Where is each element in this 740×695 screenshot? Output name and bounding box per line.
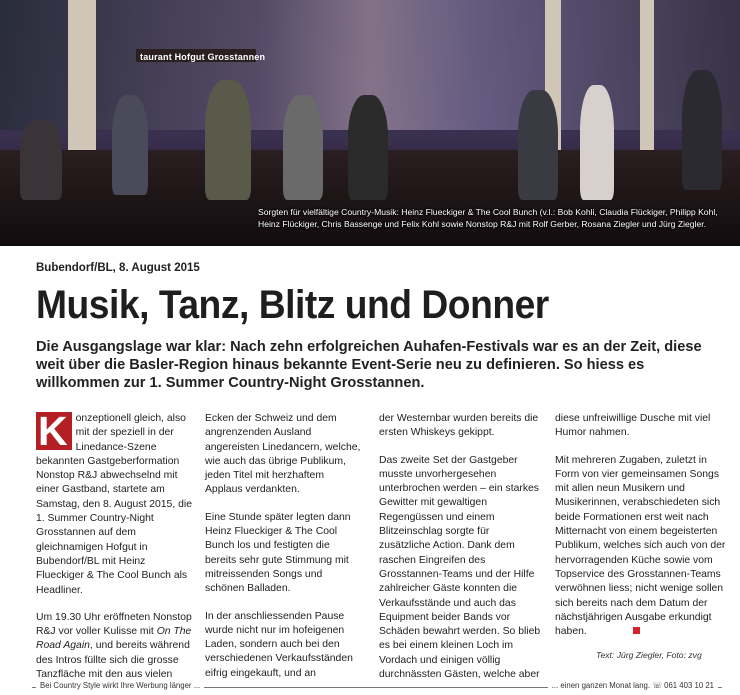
photo-beam-far-right (640, 0, 654, 170)
paragraph: der Westernbar wurden bereits die ersten Whiskeys gekippt. (379, 413, 539, 439)
footer-left-text: Bei Country Style wirkt Ihre Werbung länger ... (36, 681, 204, 690)
article-column-3 (379, 412, 543, 695)
musician-silhouette (580, 85, 614, 200)
paragraph: diese unfreiwillige Dusche mit viel Humor nahmen. (555, 413, 711, 439)
musician-silhouette (348, 95, 388, 200)
restaurant-sign: taurant Hofgut Grosstannen (140, 52, 266, 62)
paragraph-text: onzeptionell gleich, also mit der speziell in der Linedance-Szene bekannten Gastgeberformation Nonstop R&J abwechselnd mit einer Gastband, startete am Samstag, den 8. August 2015, die 1. Summer Country-Night Grosstannen auf dem gleichnamigen Hofgut in Bubendorf/BL mit Heinz Flueckiger & The Cool Bunch als Headliner. (36, 413, 192, 596)
paragraph: Das zweite Set der Gastgeber musste unvorhergesehen unterbrochen werden – ein starkes Gewitter mit gewaltigen Regengüssen und einem Blitzeinschlag sorgte für zusätzliche Action. Dank dem raschen Eingreifen des Grosstannen-Teams und der Hilfe zahlreicher Gäste konnten die Verkaufsstände und auch das Equipment beider Bands vor Schäden bewahrt werden. So blieb es bei einem kleinen Loch im Vordach und einigen völlig durchnässten Gästen, welche aber (379, 454, 541, 681)
end-mark-icon (633, 627, 640, 634)
paragraph (555, 454, 727, 640)
paragraph (36, 408, 192, 598)
song-title: On The Road Again (36, 626, 192, 652)
musician-silhouette (682, 70, 722, 190)
lead-paragraph: Die Ausgangslage war klar: Nach zehn erfolgreichen Auhafen-Festivals war es an der Zeit, diese weit über die Basler-Region hinaus bekannte Event-Serie neu zu definieren. So hiess es willkommen zur 1. Summer Country-Night Grosstannen. (36, 339, 702, 391)
article-column-2 (205, 412, 363, 694)
dateline: Bubendorf/BL, 8. August 2015 (36, 262, 200, 274)
musician-silhouette (283, 95, 323, 200)
photo-caption: Sorgten für vielfältige Country-Musik: Heinz Flueckiger & The Cool Bunch (v.l.: Bob Kohli, Claudia Flückiger, Philipp Kohl, Heinz Flückiger, Chris Bassenge und Felix Kohl sowie Nonstop R&J mit Rolf Gerber, Rosana Ziegler und Jürg Ziegler. (258, 207, 718, 229)
paragraph-text: Mit mehreren Zugaben, zuletzt in Form von vier gemeinsamen Songs mit allen neun Musikern und Musikerinnen, verabschiedeten sich beide Formationen erst weit nach Mitternacht von einem begeisterten Publikum, welches sich auch von der hervorragenden Küche sowie vom Topservice des Grosstannen-Teams verwöhnen liess; nicht wenige sollen sich bereits nach dem Datum der nächstjährigen Ausgabe erkundigt haben. (555, 454, 726, 638)
article-column-1 (36, 408, 192, 695)
photo-credit: Text: Jürg Ziegler, Foto: zvg (596, 650, 702, 660)
concert-photo (0, 0, 740, 246)
paragraph (36, 611, 192, 682)
musician-silhouette (20, 120, 62, 200)
headline: Musik, Tanz, Blitz und Donner (36, 283, 549, 327)
footer-right-text: ... einen ganzen Monat lang. ☏ 061 403 10 21 (548, 681, 718, 690)
paragraph: In der anschliessenden Pause wurde nicht nur im hofeigenen Laden, sondern auch bei den verschiedenen Verkaufsständen eifrig eingekauft, und an (205, 610, 353, 679)
paragraph: Ecken der Schweiz und dem angrenzenden Ausland angereisten Linedancern, welche, wie auch das übrige Publikum, jeden Titel mit herzhaftem Applaus verdankten. (205, 413, 361, 496)
paragraph: Eine Stunde später legten dann Heinz Flueckiger & The Cool Bunch los und festigten die bereits sehr gute Stimmung mit mitreissenden Songs und schönen Balladen. (205, 511, 351, 595)
paragraph-text: , und bereits während des Intros füllte sich die grosse Tanzfläche mit den aus vielen (36, 640, 190, 681)
article-column-4 (555, 412, 727, 652)
musician-silhouette (205, 80, 251, 200)
page-footer (0, 681, 740, 695)
drop-cap: K (36, 412, 72, 450)
musician-silhouette (518, 90, 558, 200)
musician-silhouette (112, 95, 148, 195)
paragraph-text: Um 19.30 Uhr eröffneten Nonstop R&J vor voller Kulisse mit (36, 611, 192, 638)
